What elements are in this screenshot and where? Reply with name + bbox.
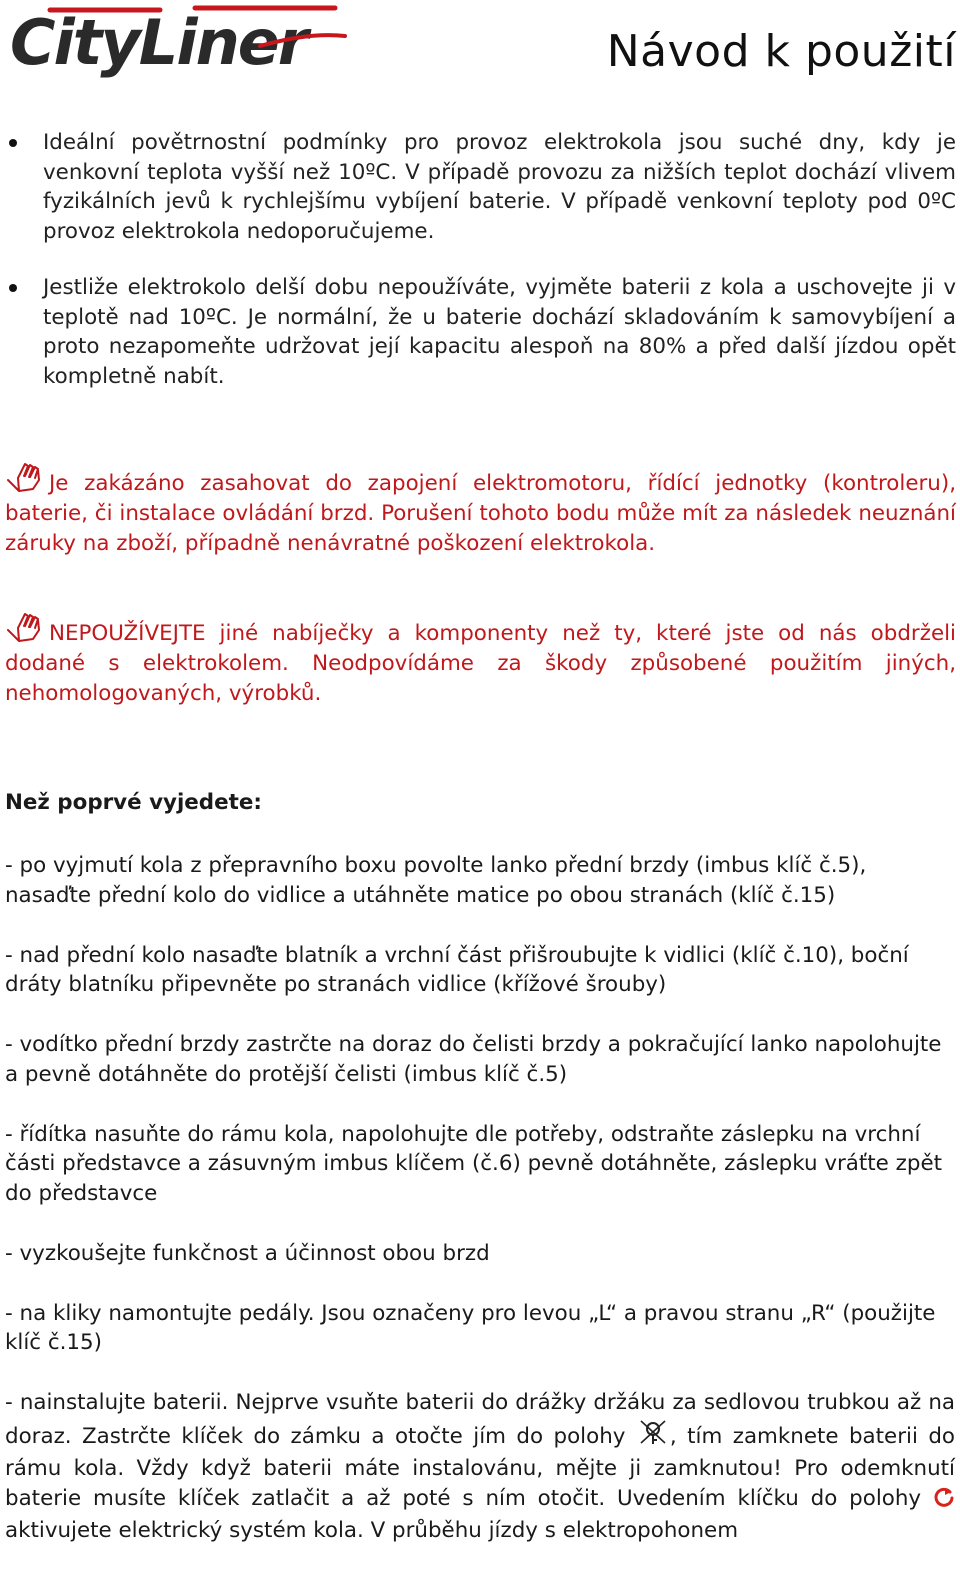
warning-text: NEPOUŽÍVEJTE jiné nabíječky a komponenty než ty, které jste od nás obdrželi dodané s elektrokolem. Neodpovídáme za škody způsobené použitím jiných, nehomologovaných, výrobků. — [5, 621, 956, 706]
step-text: - nainstalujte baterii. Nejprve vsuňte baterii do drážky držáku za sedlovou trubkou až na doraz. Zastrčte klíček do zámku a otočte jím do polohy — [5, 1390, 955, 1449]
step-item — [5, 1388, 955, 1546]
page-header — [0, 0, 960, 110]
step-item: - řídítka nasuňte do rámu kola, napolohujte dle potřeby, odstraňte záslepku na vrchní části představce a zásuvným imbus klíčem (č.6) pevně dotáhněte, záslepku vráťte zpět do představce — [5, 1121, 942, 1206]
step-item: - na kliky namontujte pedály. Jsou označeny pro levou „L“ a pravou stranu „R“ (použijte klíč č.15) — [5, 1300, 936, 1355]
bullet-icon — [9, 139, 17, 147]
step-item: - po vyjmutí kola z přepravního boxu povolte lanko přední brzdy (imbus klíč č.5), nasaďte přední kolo do vidlice a utáhněte matice po obou stranách (klíč č.15) — [5, 853, 867, 908]
bullet-icon — [9, 284, 17, 292]
page-title: Návod k použití — [606, 26, 956, 77]
step-text: aktivujete elektrický systém kola. V průběhu jízdy s elektropohonem — [5, 1518, 739, 1543]
cityliner-logo-graphic — [10, 2, 350, 82]
bullet-text: Ideální povětrnostní podmínky pro provoz elektrokola jsou suché dny, kdy je venkovní teplota vyšší než 10ºC. V případě provozu za nižších teplot dochází vlivem fyzikálních jevů k rychlejšímu vybíjení baterie. V případě venkovní teploty pod 0ºC provoz elektrokola nedoporučujeme. — [43, 130, 956, 244]
rotate-arrow-icon — [933, 1486, 955, 1517]
warning-item — [0, 610, 960, 709]
step-item: - nad přední kolo nasaďte blatník a vrchní část přišroubujte k vidlici (klíč č.10), boční dráty blatníku připevněte po stranách vidlice (křížové šrouby) — [5, 942, 909, 997]
warning-list — [0, 460, 960, 760]
warning-text: Je zakázáno zasahovat do zapojení elektromotoru, řídící jednotky (kontroleru), baterie, či instalace ovládání brzd. Porušení tohoto bodu může mít za následek neuznání záruky na zboží, případně nenávratné poškození elektrokola. — [5, 471, 956, 556]
logo-text: CityLiner — [10, 6, 307, 79]
section-heading: Než poprvé vyjedete: — [5, 790, 262, 815]
step-text: , tím zamknete baterii do rámu kola. Vždy když baterii máte instalovánu, mějte ji zamknutou! Pro odemknutí baterie musíte klíček zatlačit a až poté s ním otočit. Uvedením klíčku do polohy — [5, 1423, 955, 1511]
warning-item — [0, 460, 960, 559]
step-item: - vyzkoušejte funkčnost a účinnost obou brzd — [5, 1240, 490, 1266]
step-item: - vodítko přední brzdy zastrčte na doraz do čelisti brzdy a pokračující lanko napolohujte a pevně dotáhněte do protější čelisti (imbus klíč č.5) — [5, 1032, 942, 1087]
locked-key-icon — [636, 1418, 670, 1455]
bullet-list — [0, 128, 960, 418]
bullet-text: Jestliže elektrokolo delší dobu nepoužíváte, vyjměte baterii z kola a uschovejte ji v teplotě nad 10ºC. Je normální, že u baterie dochází skladováním k samovybíjení a proto nezapomeňte udržovat její kapacitu alespoň na 80% a před další jízdou opět kompletně nabít. — [43, 275, 956, 389]
pointing-hand-icon — [5, 460, 45, 494]
list-item — [0, 273, 960, 391]
pointing-hand-icon — [5, 610, 45, 644]
list-item — [0, 128, 960, 246]
cityliner-logo — [10, 2, 350, 86]
steps-list — [5, 851, 955, 1576]
